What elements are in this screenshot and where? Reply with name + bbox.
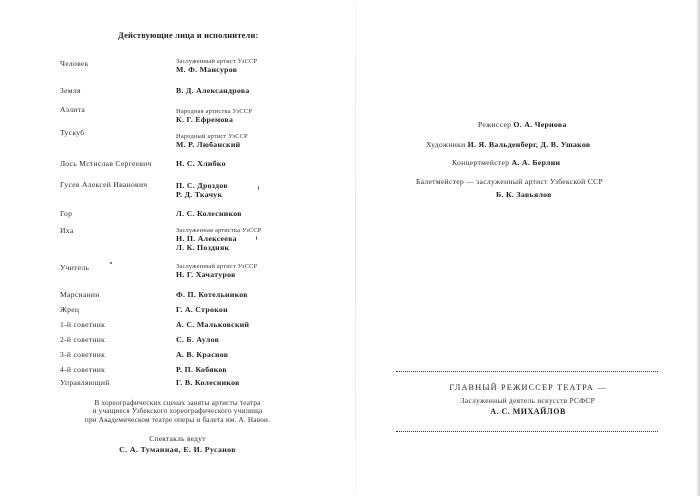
chief-name: А. С. МИХАЙЛОВ — [490, 407, 566, 416]
chief-subtitle: Заслуженный деятель искусств РСФСР — [460, 396, 596, 405]
role-label: Человек — [60, 59, 89, 68]
credits-page — [356, 0, 700, 496]
role-label: Жрец — [60, 305, 80, 314]
role-label: 4-й советник — [60, 365, 106, 374]
performer — [176, 181, 228, 199]
performer-name: М. Ф. Мансуров — [176, 65, 238, 74]
director-credit — [478, 120, 567, 129]
bottom-rule — [396, 431, 658, 432]
composer-label: Концертмейстер — [452, 158, 510, 167]
performer — [176, 58, 257, 74]
performer-name: Л. К. Поздняк — [176, 243, 230, 252]
performer-name: Н. П. Алексеева — [176, 234, 237, 243]
performer-name: А. С. Мальковский — [176, 320, 250, 329]
ballet-name: Б. К. Завьялов — [496, 190, 552, 199]
role-label: 1-й советник — [60, 320, 106, 329]
performer-title: Народный артист УзССР — [176, 133, 248, 140]
composer-credit — [452, 158, 560, 167]
ballet-label: Балетмейстер — заслуженный артист Узбекской ССР — [416, 177, 603, 186]
performer-name: Н. Г. Хачатуров — [176, 270, 236, 279]
performer-name: Г. В. Колесников — [176, 378, 240, 387]
performer — [176, 133, 248, 149]
performer-name: Г. А. Строкон — [176, 305, 228, 314]
role-label: Земля — [60, 86, 81, 95]
print-speck — [258, 186, 259, 190]
performer-name: Л. С. Колесников — [176, 209, 242, 218]
role-label: 3-й советник — [60, 350, 106, 359]
leads-label: Спектакль ведут — [149, 434, 206, 443]
choreography-note — [0, 399, 355, 424]
note-line: В хореографических сценах заняты артисты театра — [94, 399, 261, 407]
director-label: Режиссер — [478, 120, 512, 129]
designers-credit — [426, 140, 590, 149]
role-label: Гор — [60, 209, 73, 218]
print-speck — [110, 262, 112, 264]
performer-name: Ф. П. Котельников — [176, 290, 248, 299]
performer — [176, 227, 262, 252]
performer — [176, 320, 249, 329]
designers-name: И. Я. Вальденберг, Д. В. Ушаков — [467, 140, 591, 149]
performer — [176, 290, 248, 299]
role-label: 2-й советник — [60, 335, 106, 344]
performer-name: Н. С. Хлибко — [176, 159, 226, 168]
performer-title: Заслуженная артистка УзССР — [176, 227, 262, 234]
performer — [176, 335, 219, 344]
performer-name: К. Г. Ефремова — [176, 115, 234, 124]
role-label: Учитель — [60, 263, 90, 272]
performer-title: Заслуженный артист УзССР — [176, 58, 258, 65]
role-label: Лось Мстислав Сергеевич — [60, 159, 152, 168]
performer — [176, 159, 226, 168]
performer-name: А. В. Краснов — [176, 350, 229, 359]
leads-names: С. А. Туманная, Е. И. Русанов — [119, 445, 236, 454]
performer-name: М. Р. Любанский — [176, 140, 241, 149]
role-label: Тускуб — [60, 128, 85, 137]
performer — [176, 305, 228, 314]
performer — [176, 209, 242, 218]
performer-name: П. С. Дроздов — [176, 181, 228, 190]
role-label: Управляющий — [60, 378, 110, 387]
performer-name: Р. Д. Ткачук — [176, 190, 223, 199]
director-name: О. А. Чернова — [513, 120, 567, 129]
performer — [176, 86, 250, 95]
note-line: при Академическом театре оперы и балета им. А. Навои. — [84, 415, 271, 424]
role-label: Гусев Алексей Иванович — [60, 180, 148, 189]
performer-name: В. Д. Александрова — [176, 86, 250, 95]
print-speck — [256, 236, 257, 240]
chief-title: ГЛАВНЫЙ РЕЖИССЕР ТЕАТРА — — [449, 383, 607, 392]
performer-title: Заслуженный артист УзССР — [176, 263, 258, 270]
composer-name: А. А. Берлин — [511, 158, 561, 167]
ballet-credit — [416, 177, 603, 186]
cast-heading: Действующие лица и исполнители: — [118, 31, 259, 40]
performer — [176, 378, 240, 387]
role-label: Аэлита — [60, 105, 86, 114]
performer-name: Р. П. Кобяков — [176, 365, 227, 374]
performer — [176, 365, 227, 374]
performer — [176, 350, 228, 359]
top-rule — [396, 371, 658, 372]
performer-name: С. Б. Аулов — [176, 335, 220, 344]
designers-label: Художники — [426, 140, 466, 149]
performer — [176, 263, 257, 279]
role-label: Ихa — [60, 226, 74, 235]
role-label: Марсианин — [60, 290, 100, 299]
note-line: и учащиеся Узбекского хореографического училища — [92, 407, 263, 416]
performer — [176, 108, 252, 124]
performer-title: Народная артистка УзССР — [176, 108, 253, 115]
